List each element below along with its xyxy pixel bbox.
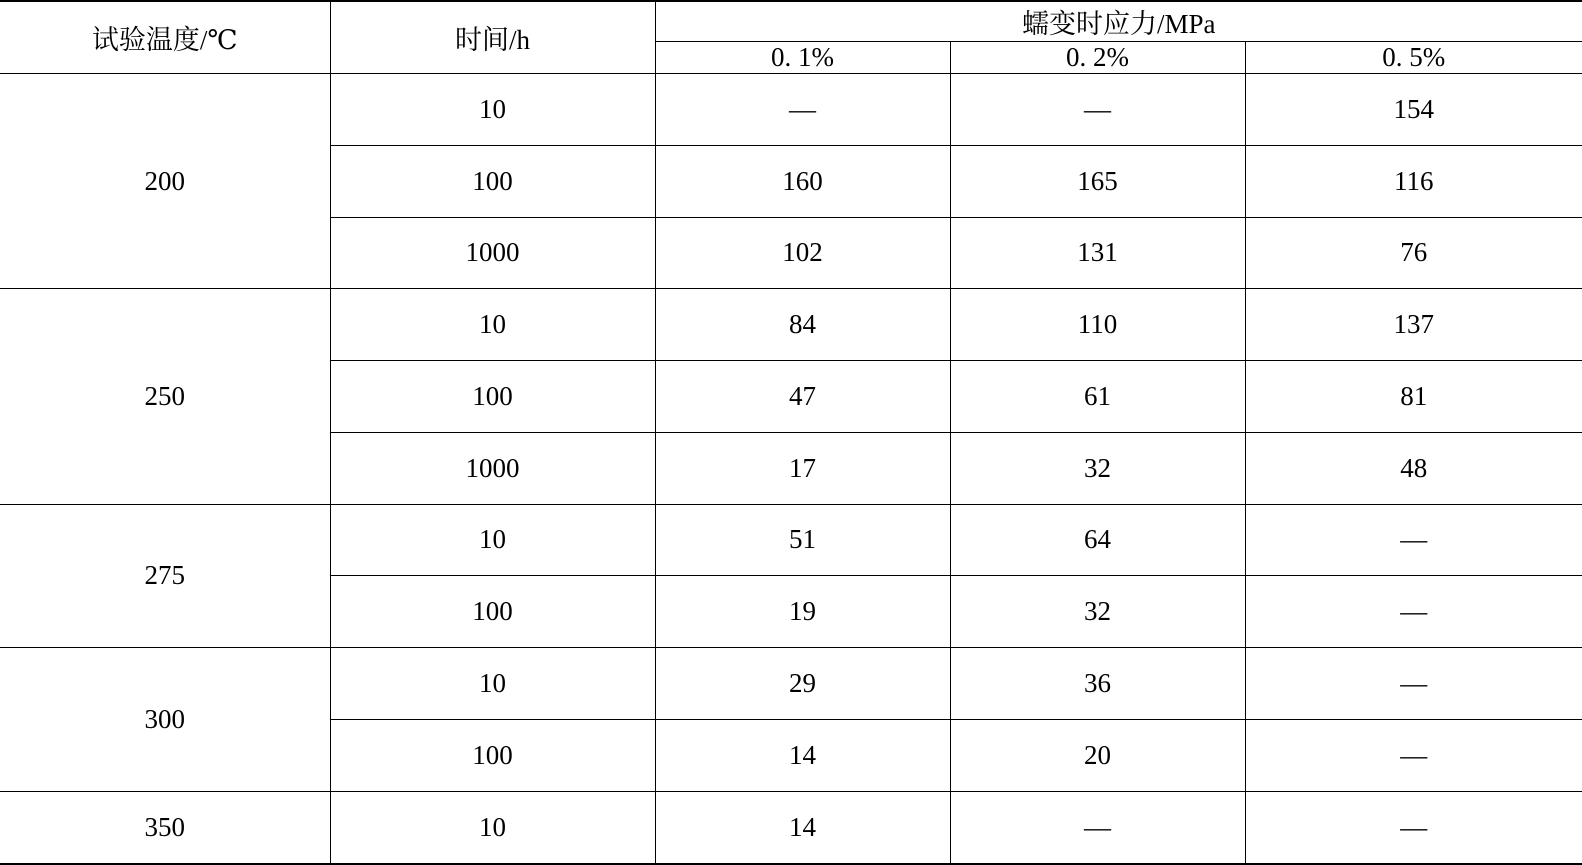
time-cell: 1000 bbox=[330, 217, 655, 289]
value-cell-0-5: — bbox=[1245, 719, 1582, 791]
value-cell-0-5: 137 bbox=[1245, 289, 1582, 361]
value-cell-0-1: 14 bbox=[655, 719, 950, 791]
value-cell-0-2: 61 bbox=[950, 361, 1245, 433]
time-cell: 10 bbox=[330, 504, 655, 576]
value-cell-0-1: 47 bbox=[655, 361, 950, 433]
value-cell-0-1: 19 bbox=[655, 576, 950, 648]
temperature-cell: 300 bbox=[0, 648, 330, 792]
header-row-top bbox=[0, 1, 1582, 42]
value-cell-0-2: 165 bbox=[950, 145, 1245, 217]
value-cell-0-2: 20 bbox=[950, 719, 1245, 791]
value-cell-0-5: 76 bbox=[1245, 217, 1582, 289]
value-cell-0-2: — bbox=[950, 791, 1245, 864]
value-cell-0-5: — bbox=[1245, 791, 1582, 864]
temperature-cell: 200 bbox=[0, 74, 330, 289]
header-temperature: 试验温度/℃ bbox=[0, 1, 330, 74]
value-cell-0-2: 131 bbox=[950, 217, 1245, 289]
time-cell: 10 bbox=[330, 648, 655, 720]
time-cell: 100 bbox=[330, 719, 655, 791]
table-row bbox=[0, 289, 1582, 361]
value-cell-0-1: 51 bbox=[655, 504, 950, 576]
value-cell-0-1: 160 bbox=[655, 145, 950, 217]
value-cell-0-2: 32 bbox=[950, 576, 1245, 648]
value-cell-0-2: 36 bbox=[950, 648, 1245, 720]
table-row bbox=[0, 648, 1582, 720]
temperature-cell: 350 bbox=[0, 791, 330, 864]
temperature-cell: 275 bbox=[0, 504, 330, 648]
value-cell-0-1: — bbox=[655, 74, 950, 146]
value-cell-0-2: 110 bbox=[950, 289, 1245, 361]
value-cell-0-1: 17 bbox=[655, 432, 950, 504]
time-cell: 100 bbox=[330, 576, 655, 648]
value-cell-0-5: 48 bbox=[1245, 432, 1582, 504]
time-cell: 10 bbox=[330, 289, 655, 361]
header-time: 时间/h bbox=[330, 1, 655, 74]
table-header bbox=[0, 1, 1582, 74]
value-cell-0-1: 84 bbox=[655, 289, 950, 361]
value-cell-0-5: — bbox=[1245, 648, 1582, 720]
value-cell-0-2: 32 bbox=[950, 432, 1245, 504]
time-cell: 100 bbox=[330, 361, 655, 433]
header-creep-stress-group: 蠕变时应力/MPa bbox=[655, 1, 1582, 42]
value-cell-0-5: 81 bbox=[1245, 361, 1582, 433]
time-cell: 10 bbox=[330, 791, 655, 864]
time-cell: 1000 bbox=[330, 432, 655, 504]
table-body bbox=[0, 74, 1582, 865]
value-cell-0-1: 29 bbox=[655, 648, 950, 720]
header-strain-0-5: 0. 5% bbox=[1245, 42, 1582, 74]
table-row bbox=[0, 791, 1582, 864]
value-cell-0-5: 154 bbox=[1245, 74, 1582, 146]
table-row bbox=[0, 74, 1582, 146]
value-cell-0-5: — bbox=[1245, 576, 1582, 648]
value-cell-0-1: 102 bbox=[655, 217, 950, 289]
value-cell-0-2: 64 bbox=[950, 504, 1245, 576]
value-cell-0-5: 116 bbox=[1245, 145, 1582, 217]
value-cell-0-1: 14 bbox=[655, 791, 950, 864]
time-cell: 10 bbox=[330, 74, 655, 146]
table-row bbox=[0, 504, 1582, 576]
header-strain-0-1: 0. 1% bbox=[655, 42, 950, 74]
temperature-cell: 250 bbox=[0, 289, 330, 504]
value-cell-0-5: — bbox=[1245, 504, 1582, 576]
value-cell-0-2: — bbox=[950, 74, 1245, 146]
header-strain-0-2: 0. 2% bbox=[950, 42, 1245, 74]
time-cell: 100 bbox=[330, 145, 655, 217]
